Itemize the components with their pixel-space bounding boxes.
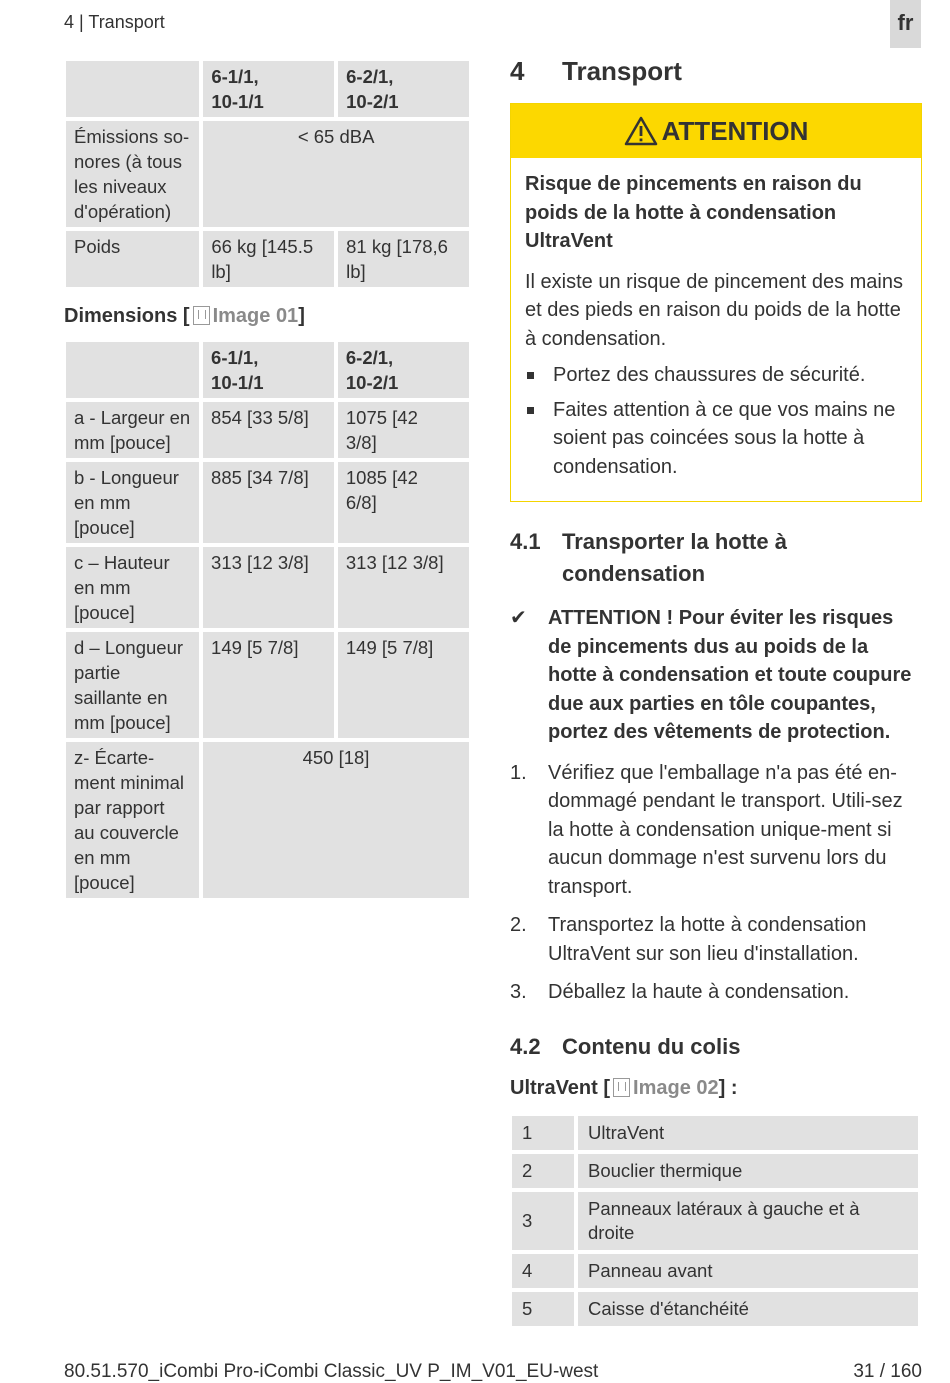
item-label: Caisse d'étanchéité — [578, 1292, 918, 1326]
table-header-cell — [66, 61, 199, 117]
table-cell-value: 149 [5 7/8] — [338, 632, 469, 738]
table-row — [512, 1254, 918, 1288]
package-heading-suffix: ] : — [718, 1076, 738, 1099]
prerequisite-item — [510, 604, 922, 747]
item-label: Bouclier thermique — [578, 1154, 918, 1188]
specs-table — [62, 57, 473, 291]
warning-header — [511, 104, 921, 158]
item-number: 4 — [512, 1254, 574, 1288]
table-row — [66, 342, 469, 398]
table-cell-label: b - Longueur en mm [pouce] — [66, 462, 199, 543]
image-reference-link[interactable]: Image 02 — [633, 1076, 719, 1099]
dimensions-table — [62, 338, 473, 902]
image-reference-link[interactable]: Image 01 — [212, 305, 299, 327]
table-row — [66, 231, 469, 287]
table-row — [66, 61, 469, 117]
prerequisite-text: ATTENTION ! Pour éviter les risques de pincements dus au poids de la hotte à condensation et toute coupure due aux parties en tôle coupantes, portez des vêtements de protection. — [548, 607, 912, 743]
table-row — [66, 121, 469, 227]
item-label: Panneau avant — [578, 1254, 918, 1288]
table-cell-label: d – Longueur partie saillante en mm [pouce] — [66, 632, 199, 738]
table-cell-value: 1075 [42 3/8] — [338, 402, 469, 458]
section-title — [510, 56, 922, 87]
table-row — [66, 742, 469, 898]
table-cell-label: c – Hauteur en mm [pouce] — [66, 547, 199, 628]
item-number: 5 — [512, 1292, 574, 1326]
warning-body — [511, 158, 921, 501]
table-header-cell: 6-1/1, 10-1/1 — [203, 61, 334, 117]
table-row — [512, 1116, 918, 1150]
table-cell-value: 149 [5 7/8] — [203, 632, 334, 738]
list-item — [525, 396, 907, 482]
package-contents-heading — [510, 1077, 922, 1100]
table-cell-value: 854 [33 5/8] — [203, 402, 334, 458]
bullet-square-icon — [525, 361, 553, 390]
package-heading-text: UltraVent [ — [510, 1076, 611, 1099]
warning-title: Risque de pincements en raison du poids de la hotte à condensation UltraVent — [525, 173, 862, 252]
subsection-title — [510, 1031, 922, 1063]
step-text: Déballez la haute à condensation. — [548, 981, 850, 1003]
language-badge: fr — [890, 0, 921, 48]
item-number: 3 — [512, 1192, 574, 1250]
item-label: Panneaux latéraux à gauche et à droite — [578, 1192, 918, 1250]
footer-document-id: 80.51.570_iCombi Pro-iCombi Classic_UV P_IM_V01_EU-west — [64, 1361, 599, 1382]
left-column — [64, 57, 475, 902]
table-row — [66, 462, 469, 543]
bullet-text: Portez des chaussures de sécurité. — [553, 364, 866, 386]
step-text: Vérifiez que l'emballage n'a pas été en-dommagé pendant le transport. Utili-sez la hotte à condensation unique-ment si aucun dommage n'est survenu lors du transport. — [548, 761, 903, 898]
table-row — [66, 632, 469, 738]
subsection-title-text: Contenu du colis — [562, 1033, 741, 1059]
table-cell-value: 885 [34 7/8] — [203, 462, 334, 543]
table-header-cell — [66, 342, 199, 398]
dimensions-heading-text: Dimensions [ — [64, 305, 190, 327]
page-header: 4 | Transport — [64, 12, 165, 32]
dimensions-heading-suffix: ] — [298, 305, 305, 327]
warning-triangle-icon — [624, 116, 658, 146]
item-number: 2 — [512, 1154, 574, 1188]
list-item — [510, 759, 922, 902]
section-title-text: Transport — [562, 56, 682, 86]
bullet-square-icon — [525, 396, 553, 482]
warning-text: Il existe un risque de pincement des mains et des pieds en raison du poids de la hotte à condensation. — [525, 270, 903, 350]
table-cell-value: < 65 dBA — [203, 121, 469, 227]
section-number: 4 — [510, 56, 525, 86]
table-row — [66, 547, 469, 628]
subsection-title — [510, 526, 922, 590]
table-cell-value: 313 [12 3/8] — [203, 547, 334, 628]
table-row — [66, 402, 469, 458]
list-item — [510, 978, 922, 1007]
table-header-cell: 6-2/1, 10-2/1 — [338, 61, 469, 117]
table-row — [512, 1154, 918, 1188]
package-contents-table — [508, 1112, 922, 1330]
item-number: 1 — [512, 1116, 574, 1150]
table-cell-label: z- Écarte- ment minimal par rapport au couvercle en mm [pouce] — [66, 742, 199, 898]
step-number: 2. — [510, 914, 527, 936]
table-cell-value: 450 [18] — [203, 742, 469, 898]
table-cell-value: 1085 [42 6/8] — [338, 462, 469, 543]
image-reference-icon — [613, 1078, 630, 1097]
subsection-number: 4.2 — [510, 1033, 541, 1059]
item-label: UltraVent — [578, 1116, 918, 1150]
table-cell-label: Poids — [66, 231, 199, 287]
table-row — [512, 1192, 918, 1250]
warning-label: ATTENTION — [661, 115, 809, 146]
table-row — [512, 1292, 918, 1326]
image-reference-icon — [193, 306, 210, 325]
table-cell-label: a - Largeur en mm [pouce] — [66, 402, 199, 458]
table-header-cell: 6-2/1, 10-2/1 — [338, 342, 469, 398]
dimensions-heading — [64, 305, 475, 328]
subsection-title-text: Transporter la hotte à condensation — [562, 529, 787, 586]
subsection-number: 4.1 — [510, 529, 541, 554]
warning-box — [510, 103, 922, 502]
bullet-text: Faites attention à ce que vos mains ne soient pas coincées sous la hotte à condensation. — [553, 398, 896, 478]
table-cell-value: 66 kg [145.5 lb] — [203, 231, 334, 287]
step-text: Transportez la hotte à condensation UltraVent sur son lieu d'installation. — [548, 914, 867, 965]
table-cell-value: 81 kg [178,6 lb] — [338, 231, 469, 287]
list-item — [525, 361, 907, 390]
list-item — [510, 911, 922, 968]
checkmark-icon: ✔ — [510, 607, 527, 629]
step-number: 3. — [510, 981, 527, 1003]
table-cell-label: Émissions so- nores (à tous les niveaux d'opération) — [66, 121, 199, 227]
table-cell-value: 313 [12 3/8] — [338, 547, 469, 628]
footer-page-number: 31 / 160 — [853, 1361, 922, 1382]
table-header-cell: 6-1/1, 10-1/1 — [203, 342, 334, 398]
step-number: 1. — [510, 761, 527, 784]
right-column — [510, 56, 922, 1330]
